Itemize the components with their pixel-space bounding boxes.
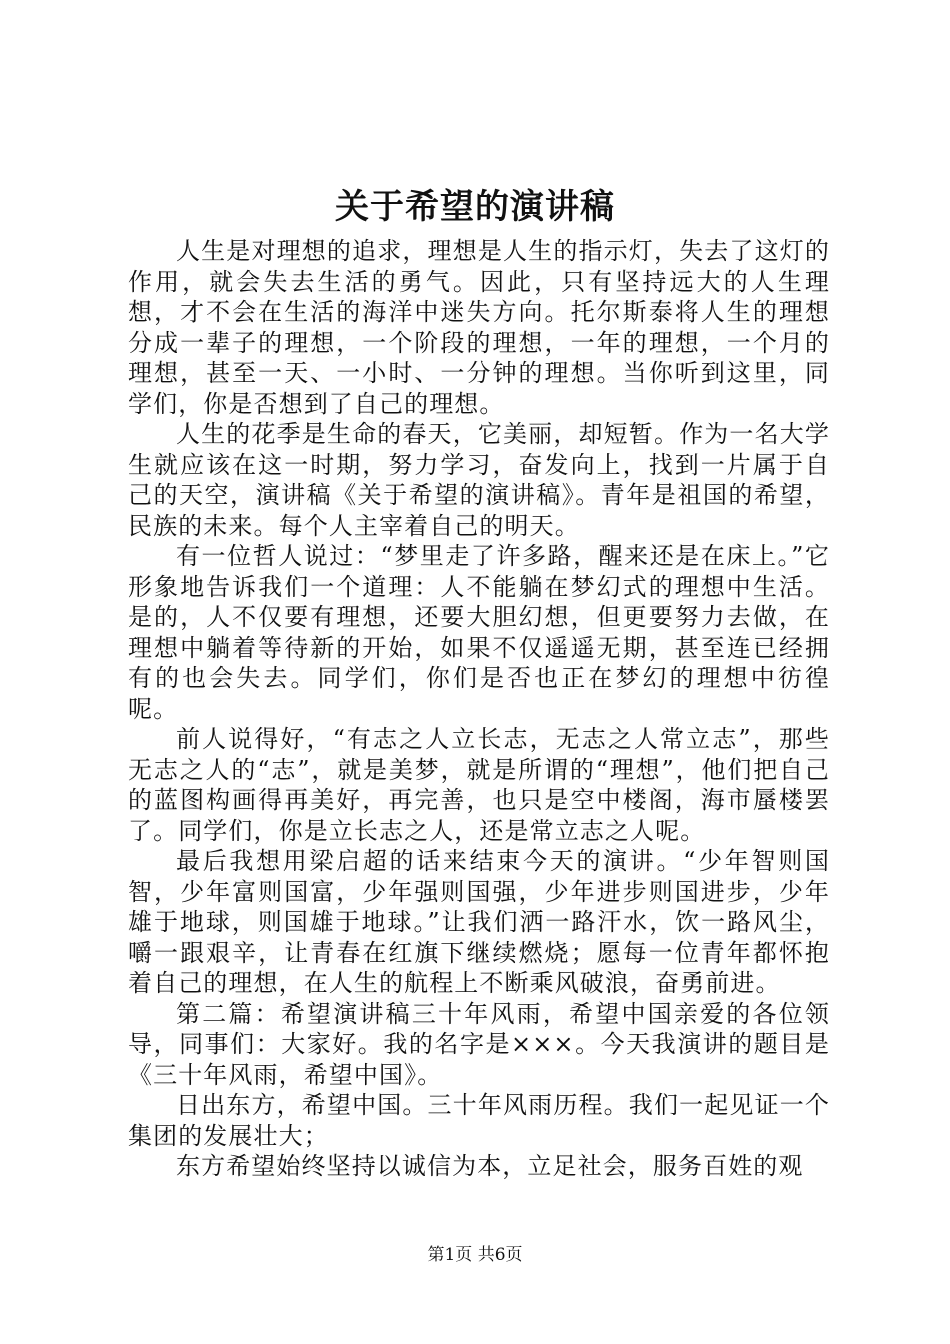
paragraph: 东方希望始终坚持以诚信为本，立足社会，服务百姓的观 — [176, 1152, 804, 1180]
paragraph: 有一位哲人说过：“梦里走了许多路，醒来还是在床上。”它形象地告诉我们一个道理：人不能躺在梦幻式的理想中生活。是的，人不仅要有理想，还要大胆幻想，但更要努力去做，在理想中躺着等待新的开始，如果不仅遥遥无期，甚至连已经拥有的也会失去。同学们，你们是否也正在梦幻的理想中彷徨呢。 — [128, 542, 830, 723]
paragraph: 人生是对理想的追求，理想是人生的指示灯，失去了这灯的作用，就会失去生活的勇气。因此，只有坚持远大的人生理想，才不会在生活的海洋中迷失方向。托尔斯泰将人生的理想分成一辈子的理想，一个阶段的理想，一年的理想，一个月的理想，甚至一天、一小时、一分钟的理想。当你听到这里，同学们，你是否想到了自己的理想。 — [128, 237, 830, 418]
page-number-footer: 第1页 共6页 — [427, 1245, 523, 1265]
paragraph: 最后我想用梁启超的话来结束今天的演讲。“少年智则国智，少年富则国富，少年强则国强，少年进步则国进步，少年雄于地球，则国雄于地球。”让我们洒一路汗水，饮一路风尘，嚼一跟艰辛，让青春在红旗下继续燃烧；愿每一位青年都怀抱着自己的理想，在人生的航程上不断乘风破浪，奋勇前进。 — [128, 847, 830, 997]
paragraph: 日出东方，希望中国。三十年风雨历程。我们一起见证一个集团的发展壮大； — [128, 1091, 830, 1150]
document-body — [128, 236, 830, 1182]
paragraph: 第二篇：希望演讲稿三十年风雨，希望中国亲爱的各位领导，同事们：大家好。我的名字是×××。今天我演讲的题目是《三十年风雨，希望中国》。 — [128, 999, 830, 1089]
document-title: 关于希望的演讲稿 — [335, 187, 615, 227]
paragraph: 人生的花季是生命的春天，它美丽，却短暂。作为一名大学生就应该在这一时期，努力学习，奋发向上，找到一片属于自己的天空，演讲稿《关于希望的演讲稿》。青年是祖国的希望，民族的未来。每个人主宰着自己的明天。 — [128, 420, 830, 540]
paragraph: 前人说得好，“有志之人立长志，无志之人常立志”，那些无志之人的“志”，就是美梦，就是所谓的“理想”，他们把自己的蓝图构画得再美好，再完善，也只是空中楼阁，海市蜃楼罢了。同学们，你是立长志之人，还是常立志之人呢。 — [128, 725, 830, 845]
